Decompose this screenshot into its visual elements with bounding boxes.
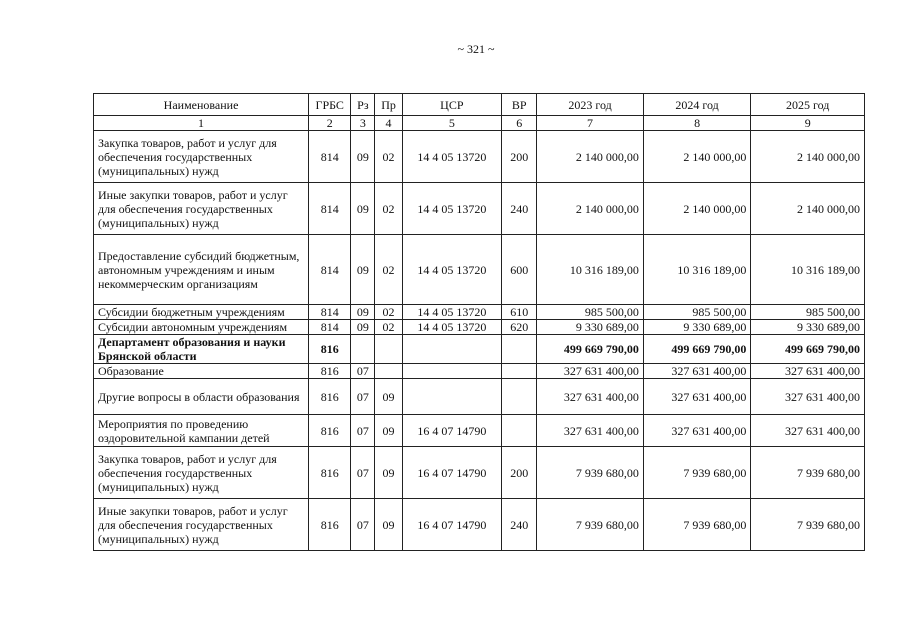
- row-pr: 02: [375, 320, 402, 335]
- row-rz: 09: [351, 131, 375, 183]
- index-cell: 2: [309, 116, 351, 131]
- row-csr: 14 4 05 13720: [402, 235, 502, 305]
- row-2023: 327 631 400,00: [537, 364, 644, 379]
- row-csr: 14 4 05 13720: [402, 320, 502, 335]
- row-csr: 14 4 05 13720: [402, 305, 502, 320]
- table-row: [94, 305, 865, 320]
- budget-table: [93, 93, 865, 551]
- row-2024: 7 939 680,00: [643, 499, 751, 551]
- row-vr: 600: [502, 235, 537, 305]
- table-row: [94, 235, 865, 305]
- row-2025: 9 330 689,00: [751, 320, 865, 335]
- header-csr: ЦСР: [402, 94, 502, 116]
- row-2023: 499 669 790,00: [537, 335, 644, 364]
- row-vr: 240: [502, 183, 537, 235]
- row-rz: 09: [351, 305, 375, 320]
- row-2023: 9 330 689,00: [537, 320, 644, 335]
- row-2024: 499 669 790,00: [643, 335, 751, 364]
- row-2025: 327 631 400,00: [751, 415, 865, 447]
- row-vr: 200: [502, 131, 537, 183]
- row-csr: 16 4 07 14790: [402, 447, 502, 499]
- table-row: [94, 320, 865, 335]
- row-rz: 09: [351, 235, 375, 305]
- row-vr: 620: [502, 320, 537, 335]
- row-pr: 09: [375, 415, 402, 447]
- row-grbs: 816: [309, 447, 351, 499]
- row-name: Образование: [94, 364, 309, 379]
- row-grbs: 814: [309, 305, 351, 320]
- row-grbs: 816: [309, 499, 351, 551]
- row-2023: 2 140 000,00: [537, 131, 644, 183]
- table-row: [94, 335, 865, 364]
- row-2025: 985 500,00: [751, 305, 865, 320]
- row-csr: 14 4 05 13720: [402, 131, 502, 183]
- row-grbs: 814: [309, 131, 351, 183]
- row-2023: 10 316 189,00: [537, 235, 644, 305]
- row-name: Закупка товаров, работ и услуг для обеспечения государственных (муниципальных) нужд: [94, 447, 309, 499]
- row-name: Департамент образования и науки Брянской области: [94, 335, 309, 364]
- index-cell: 6: [502, 116, 537, 131]
- row-pr: 09: [375, 379, 402, 415]
- header-grbs: ГРБС: [309, 94, 351, 116]
- row-pr: [375, 335, 402, 364]
- row-2024: 327 631 400,00: [643, 415, 751, 447]
- row-grbs: 814: [309, 320, 351, 335]
- row-2025: 7 939 680,00: [751, 499, 865, 551]
- row-csr: [402, 335, 502, 364]
- row-grbs: 816: [309, 379, 351, 415]
- row-name: Мероприятия по проведению оздоровительной кампании детей: [94, 415, 309, 447]
- table-row: [94, 379, 865, 415]
- table-row: [94, 364, 865, 379]
- header-rz: Рз: [351, 94, 375, 116]
- row-2025: 327 631 400,00: [751, 364, 865, 379]
- row-2024: 10 316 189,00: [643, 235, 751, 305]
- index-row: [94, 116, 865, 131]
- header-2023: 2023 год: [537, 94, 644, 116]
- table-row: [94, 499, 865, 551]
- table-row: [94, 415, 865, 447]
- row-2024: 327 631 400,00: [643, 379, 751, 415]
- row-vr: 200: [502, 447, 537, 499]
- row-name: Субсидии автономным учреждениям: [94, 320, 309, 335]
- row-grbs: 816: [309, 335, 351, 364]
- row-2023: 2 140 000,00: [537, 183, 644, 235]
- row-pr: 02: [375, 305, 402, 320]
- row-csr: 14 4 05 13720: [402, 183, 502, 235]
- row-rz: 09: [351, 320, 375, 335]
- index-cell: 4: [375, 116, 402, 131]
- row-2023: 327 631 400,00: [537, 415, 644, 447]
- table-row: [94, 183, 865, 235]
- index-cell: 9: [751, 116, 865, 131]
- row-2024: 2 140 000,00: [643, 183, 751, 235]
- row-grbs: 816: [309, 415, 351, 447]
- row-csr: 16 4 07 14790: [402, 499, 502, 551]
- row-2024: 9 330 689,00: [643, 320, 751, 335]
- row-2024: 2 140 000,00: [643, 131, 751, 183]
- row-pr: 02: [375, 131, 402, 183]
- row-pr: 02: [375, 183, 402, 235]
- row-vr: [502, 335, 537, 364]
- row-rz: 07: [351, 379, 375, 415]
- row-2024: 985 500,00: [643, 305, 751, 320]
- row-pr: 09: [375, 499, 402, 551]
- row-vr: 240: [502, 499, 537, 551]
- row-rz: 07: [351, 499, 375, 551]
- row-vr: 610: [502, 305, 537, 320]
- row-2025: 7 939 680,00: [751, 447, 865, 499]
- header-2024: 2024 год: [643, 94, 751, 116]
- row-pr: 09: [375, 447, 402, 499]
- row-rz: 07: [351, 447, 375, 499]
- row-rz: 09: [351, 183, 375, 235]
- row-2024: 327 631 400,00: [643, 364, 751, 379]
- index-cell: 7: [537, 116, 644, 131]
- row-grbs: 814: [309, 235, 351, 305]
- row-pr: [375, 364, 402, 379]
- row-pr: 02: [375, 235, 402, 305]
- header-name: Наименование: [94, 94, 309, 116]
- header-vr: ВР: [502, 94, 537, 116]
- row-2024: 7 939 680,00: [643, 447, 751, 499]
- table-row: [94, 447, 865, 499]
- row-name: Иные закупки товаров, работ и услуг для обеспечения государственных (муниципальных) нужд: [94, 499, 309, 551]
- header-2025: 2025 год: [751, 94, 865, 116]
- index-cell: 3: [351, 116, 375, 131]
- header-pr: Пр: [375, 94, 402, 116]
- row-vr: [502, 364, 537, 379]
- row-rz: 07: [351, 364, 375, 379]
- row-grbs: 816: [309, 364, 351, 379]
- index-cell: 1: [94, 116, 309, 131]
- row-2023: 7 939 680,00: [537, 447, 644, 499]
- row-2025: 2 140 000,00: [751, 131, 865, 183]
- row-name: Субсидии бюджетным учреждениям: [94, 305, 309, 320]
- row-2023: 985 500,00: [537, 305, 644, 320]
- row-csr: [402, 364, 502, 379]
- row-name: Иные закупки товаров, работ и услуг для обеспечения государственных (муниципальных) нужд: [94, 183, 309, 235]
- index-cell: 5: [402, 116, 502, 131]
- row-2023: 327 631 400,00: [537, 379, 644, 415]
- row-2025: 10 316 189,00: [751, 235, 865, 305]
- row-2025: 327 631 400,00: [751, 379, 865, 415]
- row-grbs: 814: [309, 183, 351, 235]
- row-2023: 7 939 680,00: [537, 499, 644, 551]
- row-rz: 07: [351, 415, 375, 447]
- row-2025: 499 669 790,00: [751, 335, 865, 364]
- table-row: [94, 131, 865, 183]
- row-name: Другие вопросы в области образования: [94, 379, 309, 415]
- page-number: ~ 321 ~: [457, 42, 495, 56]
- index-cell: 8: [643, 116, 751, 131]
- row-name: Закупка товаров, работ и услуг для обеспечения государственных (муниципальных) нужд: [94, 131, 309, 183]
- header-row: [94, 94, 865, 116]
- row-vr: [502, 415, 537, 447]
- row-vr: [502, 379, 537, 415]
- row-name: Предоставление субсидий бюджетным, автономным учреждениям и иным некоммерческим организациям: [94, 235, 309, 305]
- row-2025: 2 140 000,00: [751, 183, 865, 235]
- row-rz: [351, 335, 375, 364]
- row-csr: 16 4 07 14790: [402, 415, 502, 447]
- row-csr: [402, 379, 502, 415]
